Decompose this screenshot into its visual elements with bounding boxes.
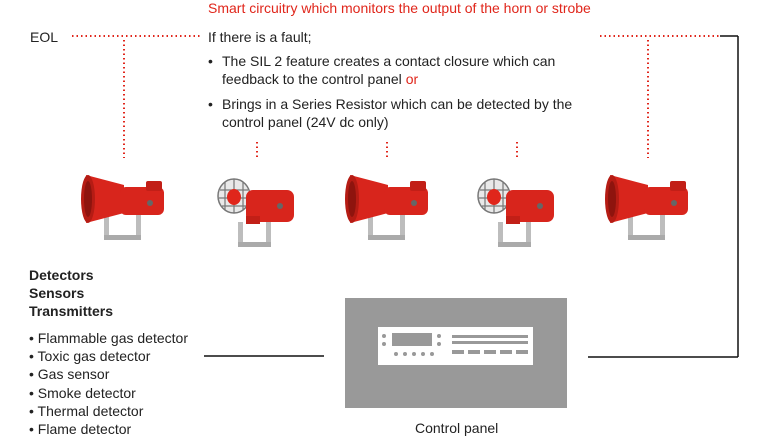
bullet-series-resistor: • Brings in a Series Resistor which can be detected by the control panel (24V dc only) xyxy=(208,95,588,131)
beacon-icon xyxy=(478,179,554,247)
panel-lcd xyxy=(392,333,432,346)
heading-transmitters: Transmitters xyxy=(29,303,114,319)
horn-icon xyxy=(605,175,688,240)
device-item: • Smoke detector xyxy=(29,384,188,402)
or-word: or xyxy=(405,71,419,87)
horn-icon xyxy=(345,175,428,240)
beacon-icon xyxy=(218,179,294,247)
device-item: • Thermal detector xyxy=(29,402,188,420)
heading-sensors: Sensors xyxy=(29,285,85,301)
device-item: • Flammable gas detector xyxy=(29,329,188,347)
device-item: • Flame detector xyxy=(29,420,188,438)
horn-icon xyxy=(81,175,164,240)
device-item: • Toxic gas detector xyxy=(29,347,188,365)
device-item: • Gas sensor xyxy=(29,365,188,383)
diagram-title: Smart circuitry which monitors the output of the horn or strobe xyxy=(208,0,591,16)
fault-intro: If there is a fault; xyxy=(208,29,312,45)
heading-detectors: Detectors xyxy=(29,267,94,283)
control-panel-label: Control panel xyxy=(415,420,499,436)
eol-label: EOL xyxy=(30,29,59,45)
bullet-contact-closure: • The SIL 2 feature creates a contact closure which can feedback to the control panel or xyxy=(208,52,588,88)
